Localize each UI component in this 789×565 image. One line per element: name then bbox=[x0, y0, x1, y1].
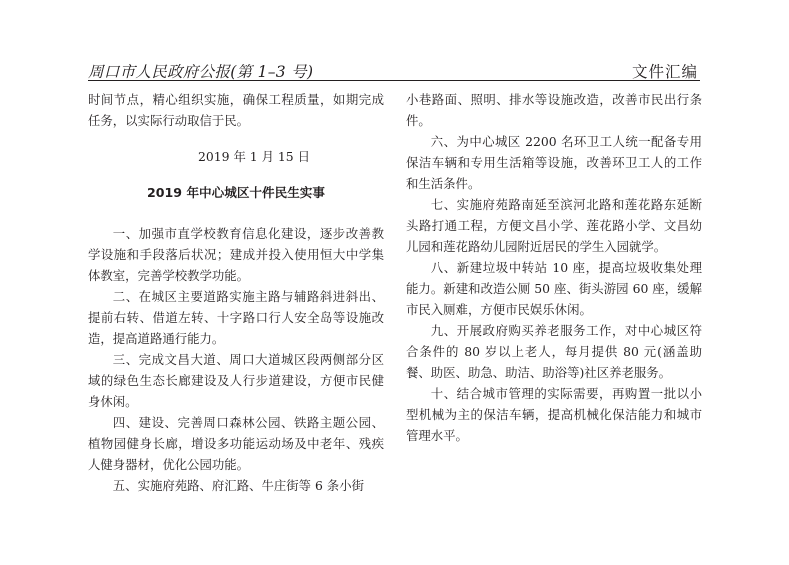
document-title: 2019 年中心城区十件民生实事 bbox=[147, 185, 325, 200]
list-item-9: 九、开展政府购买养老服务工作，对中心城区符合条件的 80 岁以上老人，每月提供 80 元(涵盖助餐、助医、助急、助洁、助浴等)社区养老服务。 bbox=[406, 323, 702, 380]
list-item-5-continued: 小巷路面、照明、排水等设施改造，改善市民出行条件。 bbox=[406, 92, 702, 128]
document-date: 2019 年 1 月 15 日 bbox=[197, 149, 311, 164]
list-item-7: 七、实施府苑路南延至滨河北路和莲花路东延断头路打通工程，方便文昌小学、莲花路小学、文昌幼儿园和莲花路幼儿园附近居民的学生入园就学。 bbox=[406, 197, 702, 254]
list-item-5: 五、实施府苑路、府汇路、牛庄街等 6 条小街 bbox=[112, 478, 364, 493]
list-item-1: 一、加强市直学校教育信息化建设，逐步改善教学设施和手段落后状况；建成并投入使用恒大中学集体教室，完善学校教学功能。 bbox=[88, 226, 384, 283]
list-item-4: 四、建设、完善周口森林公园、铁路主题公园、植物园健身长廊，增设多功能运动场及中老年、残疾人健身器材，优化公园功能。 bbox=[88, 415, 384, 472]
header-rule bbox=[88, 80, 700, 81]
continued-paragraph: 时间节点，精心组织实施，确保工程质量，如期完成任务，以实际行动取信于民。 bbox=[88, 92, 384, 128]
publication-title: 周口市人民政府公报(第 1–3 号) bbox=[88, 63, 314, 81]
list-item-3: 三、完成文昌大道、周口大道城区段两侧部分区域的绿色生态长廊建设及人行步道建设，方便市民健身休闲。 bbox=[88, 352, 384, 409]
list-item-8: 八、新建垃圾中转站 10 座，提高垃圾收集处理能力。新建和改造公厕 50 座、街头游园 60 座，缓解市民入厕难，方便市民娱乐休闲。 bbox=[406, 260, 702, 317]
left-column bbox=[88, 89, 384, 496]
list-item-6: 六、为中心城区 2200 名环卫工人统一配备专用保洁车辆和专用生活箱等设施，改善环卫工人的工作和生活条件。 bbox=[406, 134, 702, 191]
list-item-10: 十、结合城市管理的实际需要，再购置一批以小型机械为主的保洁车辆，提高机械化保洁能力和城市管理水平。 bbox=[406, 386, 702, 443]
section-title: 文件汇编 bbox=[631, 63, 698, 81]
page-header bbox=[88, 58, 700, 82]
list-item-2: 二、在城区主要道路实施主路与辅路斜进斜出、提前右转、借道左转、十字路口行人安全岛等设施改造，提高道路通行能力。 bbox=[88, 289, 384, 346]
right-column bbox=[406, 89, 702, 446]
